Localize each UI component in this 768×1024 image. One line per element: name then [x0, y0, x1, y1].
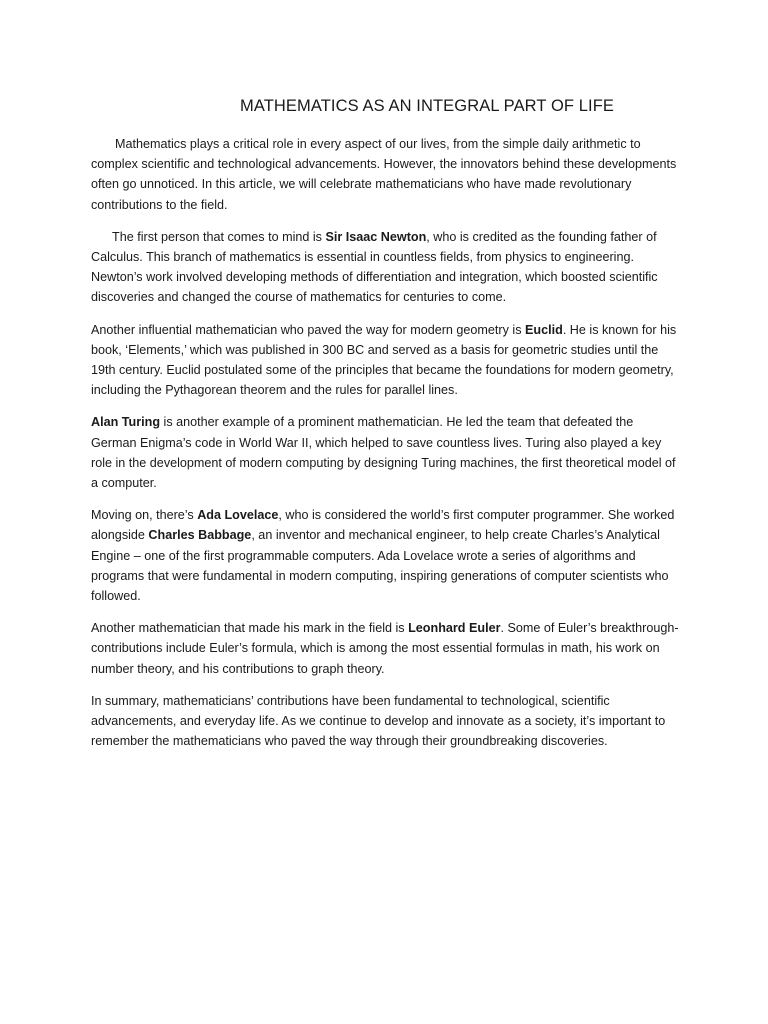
bold-name: Alan Turing	[91, 415, 161, 430]
paragraph	[91, 320, 681, 401]
paragraph-text: , an inventor and mechanical engineer, to help create Charles’s Analytical Engine – one of the first programmable computers. Ada Lovelace wrote a series of algorithms and programs that were fundamental in modern computing, inspiring generations of computer scientists who followed.	[91, 528, 669, 604]
paragraph-text: Another influential mathematician who paved the way for modern geometry is	[91, 322, 526, 337]
document-body	[91, 134, 681, 763]
paragraph-text: Another mathematician that made his mark in the field is	[91, 621, 409, 636]
paragraph	[91, 505, 681, 606]
paragraph	[91, 134, 681, 215]
paragraph	[91, 618, 681, 679]
paragraph-text: . He is known for his book, ‘Elements,’ which was published in 300 BC and served as a basis for geometric studies until the 19th century. Euclid postulated some of the principles that became the foundations for modern geometry, including the Pythagorean theorem and the rules for parallel lines.	[91, 322, 677, 398]
paragraph	[91, 691, 681, 752]
paragraph-text: In summary, mathematicians’ contributions have been fundamental to technological, scientific advancements, and everyday life. As we continue to develop and innovate as a society, it’s important to remember the mathematicians who paved the way through their groundbreaking discoveries.	[91, 693, 666, 749]
paragraph-text: Mathematics plays a critical role in every aspect of our lives, from the simple daily arithmetic to complex scientific and technological advancements. However, the innovators behind these developments often go unnoticed. In this article, we will celebrate mathematicians who have made revolutionary contributions to the field.	[91, 137, 677, 212]
paragraph	[91, 412, 681, 493]
paragraph-text: , who is credited as the founding father of Calculus. This branch of mathematics is essential in countless fields, from physics to engineering. Newton’s work involved developing methods of differentiation and integration, which boosted scientific discoveries and changed the course of mathematics for centuries to come.	[91, 229, 658, 305]
paragraph-text: , who is considered the world’s first computer programmer. She worked alongside	[91, 508, 675, 543]
bold-name: Charles Babbage	[148, 528, 252, 543]
bold-name: Leonhard Euler	[408, 621, 501, 636]
bold-name: Euclid	[525, 322, 563, 337]
paragraph-text: . Some of Euler’s breakthrough- contributions include Euler’s formula, which is among the most essential formulas in math, his work on number theory, and his contributions to graph theory.	[91, 621, 679, 676]
paragraph-text: is another example of a prominent mathematician. He led the team that defeated the German Enigma’s code in World War II, which helped to save countless lives. Turing also played a key role in the development of modern computing by designing Turing machines, the first theoretical model of a computer.	[91, 415, 676, 491]
document-title: MATHEMATICS AS AN INTEGRAL PART OF LIFE	[240, 97, 614, 115]
bold-name: Ada Lovelace	[197, 508, 279, 523]
paragraph-text: Moving on, there’s	[91, 508, 198, 523]
bold-name: Sir Isaac Newton	[325, 229, 427, 244]
paragraph-text: The first person that comes to mind is	[112, 229, 326, 244]
paragraph	[91, 227, 681, 308]
